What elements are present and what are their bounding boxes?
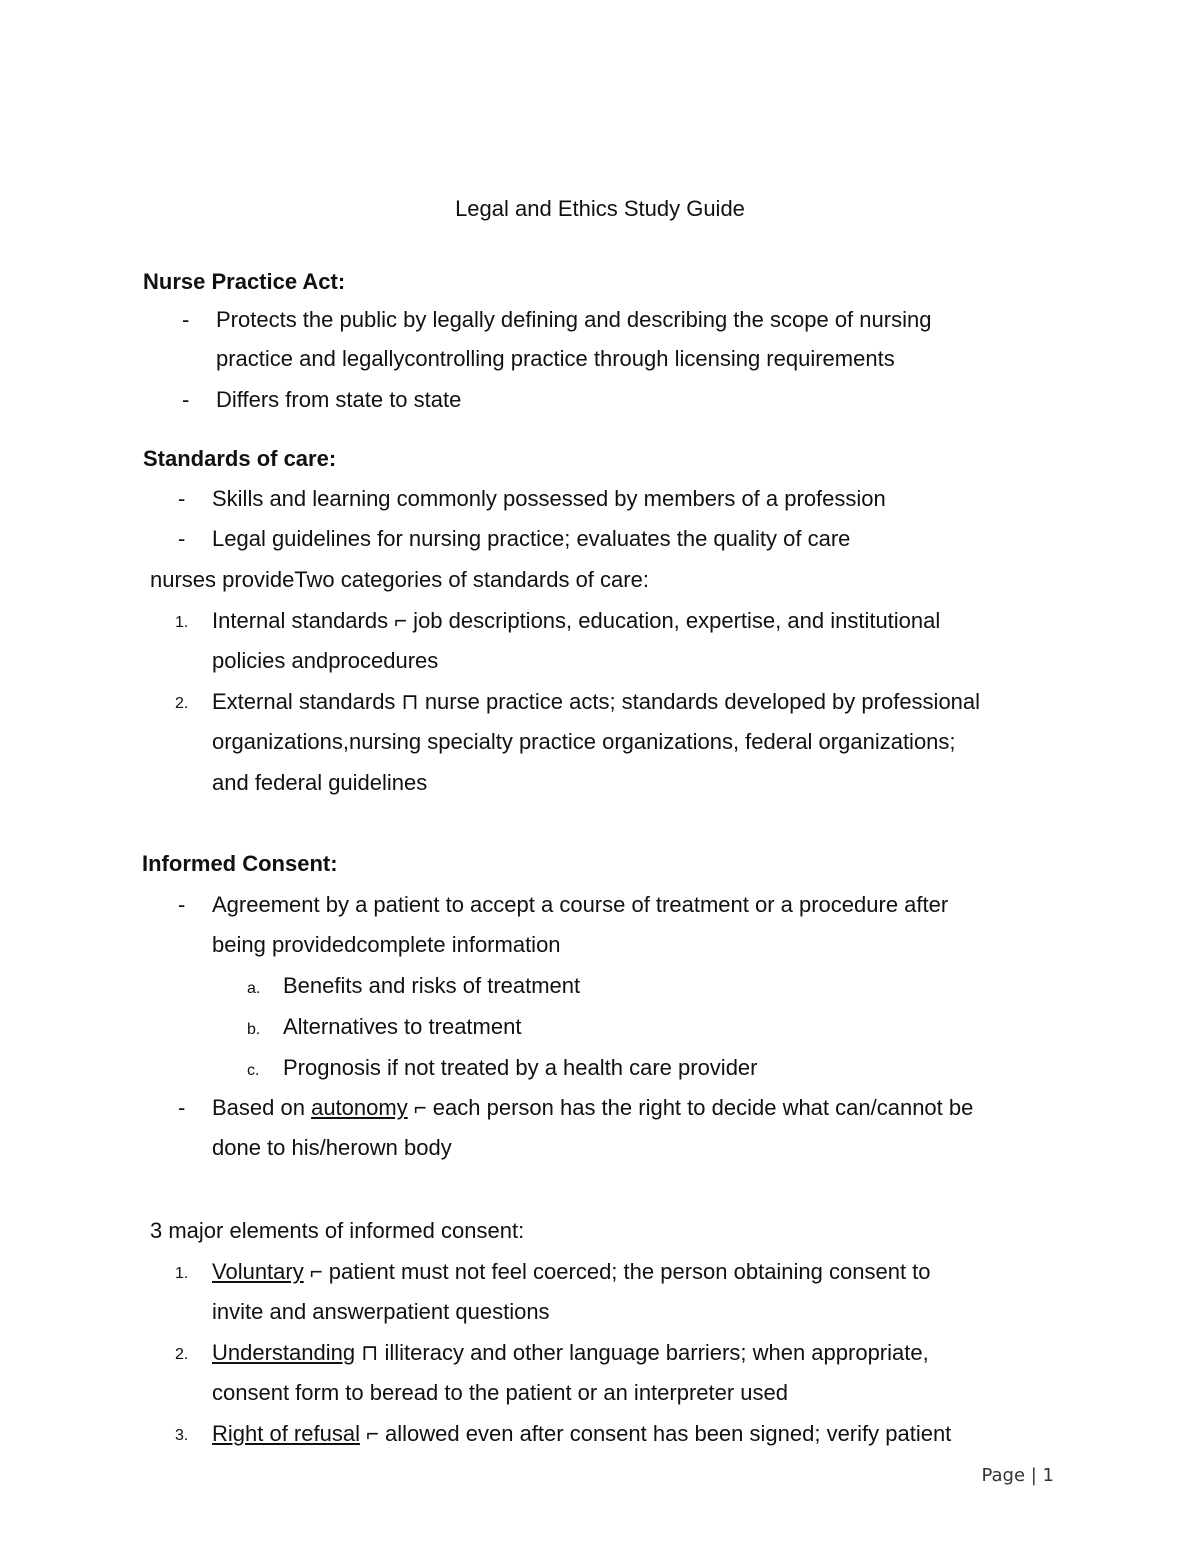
soc-bullet-2: Legal guidelines for nursing practice; evaluates the quality of care <box>212 526 851 551</box>
soc-item-1-line-1: Internal standards ⌐ job descriptions, education, expertise, and institutional <box>212 608 941 633</box>
elements-item-1-number: 1. <box>175 1265 189 1282</box>
elements-item-3-post: ⌐ allowed even after consent has been signed; verify patient <box>359 1421 952 1446</box>
elements-item-3-number: 3. <box>175 1427 189 1444</box>
ic-sub-c: Prognosis if not treated by a health care provider <box>283 1055 758 1080</box>
ic-sub-b: Alternatives to treatment <box>283 1014 522 1039</box>
ic-bullet-2-post: ⌐ each person has the right to decide what can/cannot be <box>407 1095 974 1120</box>
bullet-dash: - <box>182 307 190 332</box>
bullet-dash: - <box>182 387 190 412</box>
section-heading-standards-of-care: Standards of care: <box>143 446 337 471</box>
npa-bullet-2: Differs from state to state <box>216 387 462 412</box>
elements-item-2-line-1 <box>212 1339 929 1367</box>
soc-item-2-line-3: and federal guidelines <box>212 770 428 795</box>
ic-bullet-2-line-1 <box>212 1094 973 1122</box>
ic-bullet-1-line-1: Agreement by a patient to accept a course of treatment or a procedure after <box>212 892 949 917</box>
term-understanding: Understanding <box>212 1340 356 1365</box>
bullet-dash: - <box>178 486 186 511</box>
elements-item-2-number: 2. <box>175 1346 189 1363</box>
ic-sub-a-label: a. <box>247 980 261 997</box>
elements-item-1-line-1 <box>212 1258 931 1286</box>
elements-intro: 3 major elements of informed consent: <box>150 1218 525 1243</box>
elements-item-3-line-1 <box>212 1420 951 1448</box>
npa-bullet-1-line-2: practice and legallycontrolling practice through licensing requirements <box>216 346 895 371</box>
soc-item-2-line-2: organizations,nursing specialty practice organizations, federal organizations; <box>212 729 956 754</box>
term-autonomy: autonomy <box>311 1095 408 1120</box>
bullet-dash: - <box>178 1095 186 1120</box>
soc-item-2-number: 2. <box>175 695 189 712</box>
ic-bullet-2-line-2: done to his/herown body <box>212 1135 452 1160</box>
soc-item-1-line-2: policies andprocedures <box>212 648 439 673</box>
bullet-dash: - <box>178 526 186 551</box>
soc-continuation: nurses provideTwo categories of standards of care: <box>150 567 649 592</box>
elements-item-1-post: ⌐ patient must not feel coerced; the person obtaining consent to <box>303 1259 931 1284</box>
elements-item-1-line-2: invite and answerpatient questions <box>212 1299 550 1324</box>
elements-item-2-line-2: consent form to beread to the patient or an interpreter used <box>212 1380 789 1405</box>
soc-item-2-line-1: External standards ⊓ nurse practice acts; standards developed by professional <box>212 689 981 714</box>
soc-item-1-number: 1. <box>175 614 189 631</box>
elements-item-2-post: ⊓ illiteracy and other language barriers; when appropriate, <box>355 1340 929 1365</box>
term-right-of-refusal: Right of refusal <box>212 1421 360 1446</box>
term-voluntary: Voluntary <box>212 1259 304 1284</box>
ic-bullet-2-pre: Based on <box>212 1095 312 1120</box>
section-heading-informed-consent: Informed Consent: <box>142 851 338 876</box>
bullet-dash: - <box>178 892 186 917</box>
section-heading-nurse-practice-act: Nurse Practice Act: <box>143 269 346 294</box>
npa-bullet-1-line-1: Protects the public by legally defining and describing the scope of nursing <box>216 307 932 332</box>
document-title: Legal and Ethics Study Guide <box>455 196 745 221</box>
ic-bullet-1-line-2: being providedcomplete information <box>212 932 561 957</box>
page-number-footer: Page | 1 <box>981 1465 1054 1486</box>
ic-sub-c-label: c. <box>247 1062 260 1079</box>
soc-bullet-1: Skills and learning commonly possessed by members of a profession <box>212 486 886 511</box>
ic-sub-b-label: b. <box>247 1021 261 1038</box>
ic-sub-a: Benefits and risks of treatment <box>283 973 581 998</box>
